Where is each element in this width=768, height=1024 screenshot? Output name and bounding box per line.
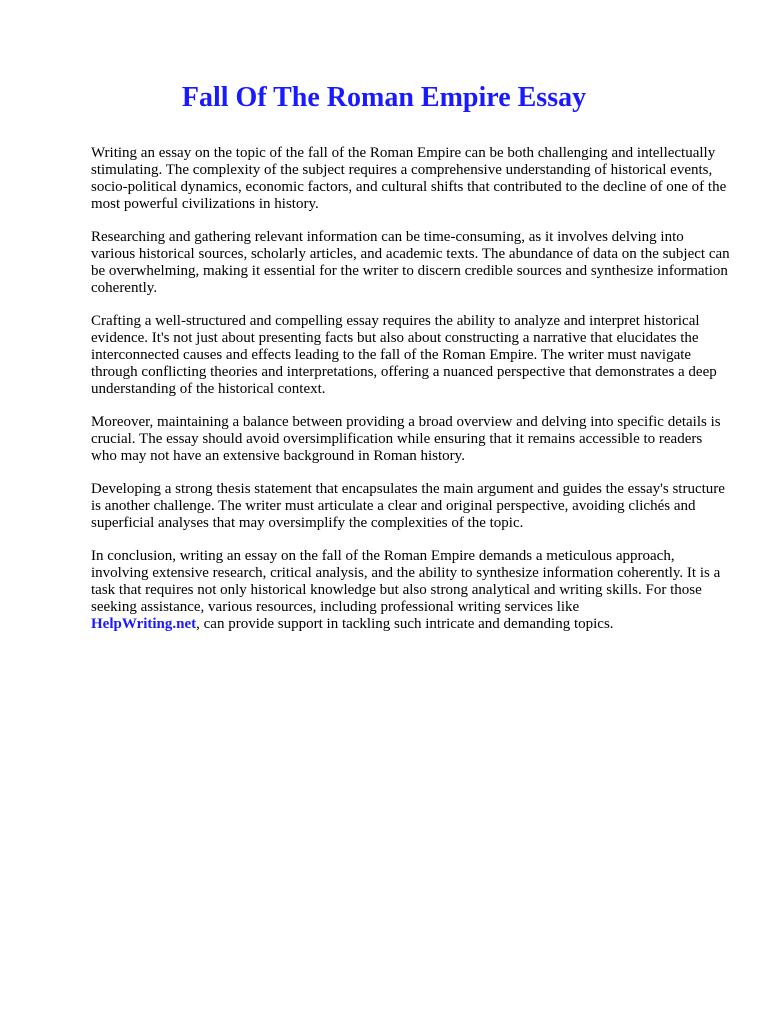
page-title: Fall Of The Roman Empire Essay [181,82,587,113]
conclusion-text-after-link: , can provide support in tackling such intricate and demanding topics. [196,616,614,632]
paragraph-3: Crafting a well-structured and compelling essay requires the ability to analyze and interpret historical evidence. It's not just about presenting facts but also about constructing a narrative that elucidates the interconnected causes and effects leading to the fall of the Roman Empire. The writer must navigate through conflicting theories and interpretations, offering a nuanced perspective that demonstrates a deep understanding of the historical context. [91,313,717,397]
conclusion-text-before-link: In conclusion, writing an essay on the fall of the Roman Empire demands a meticulous approach, involving extensive research, critical analysis, and the ability to synthesize information coherently. It is a task that requires not only historical knowledge but also strong analytical and writing skills. For those seeking assistance, various resources, including professional writing services like [91,548,721,615]
essay-body [91,145,731,649]
paragraph-2: Researching and gathering relevant information can be time-consuming, as it involves delving into various historical sources, scholarly articles, and academic texts. The abundance of data on the subject can be overwhelming, making it essential for the writer to discern credible sources and synthesize information coherently. [91,229,730,296]
conclusion-paragraph [91,548,731,633]
paragraph-1: Writing an essay on the topic of the fall of the Roman Empire can be both challenging and intellectually stimulating. The complexity of the subject requires a comprehensive understanding of historical events, socio-political dynamics, economic factors, and cultural shifts that contributed to the decline of one of the most powerful civilizations in history. [91,145,727,212]
helpwriting-link[interactable]: HelpWriting.net [91,616,197,632]
paragraph-5: Developing a strong thesis statement that encapsulates the main argument and guides the essay's structure is another challenge. The writer must articulate a clear and original perspective, avoiding clichés and superficial analyses that may oversimplify the complexities of the topic. [91,481,725,531]
paragraph-4: Moreover, maintaining a balance between providing a broad overview and delving into specific details is crucial. The essay should avoid oversimplification while ensuring that it remains accessible to readers who may not have an extensive background in Roman history. [91,414,721,464]
